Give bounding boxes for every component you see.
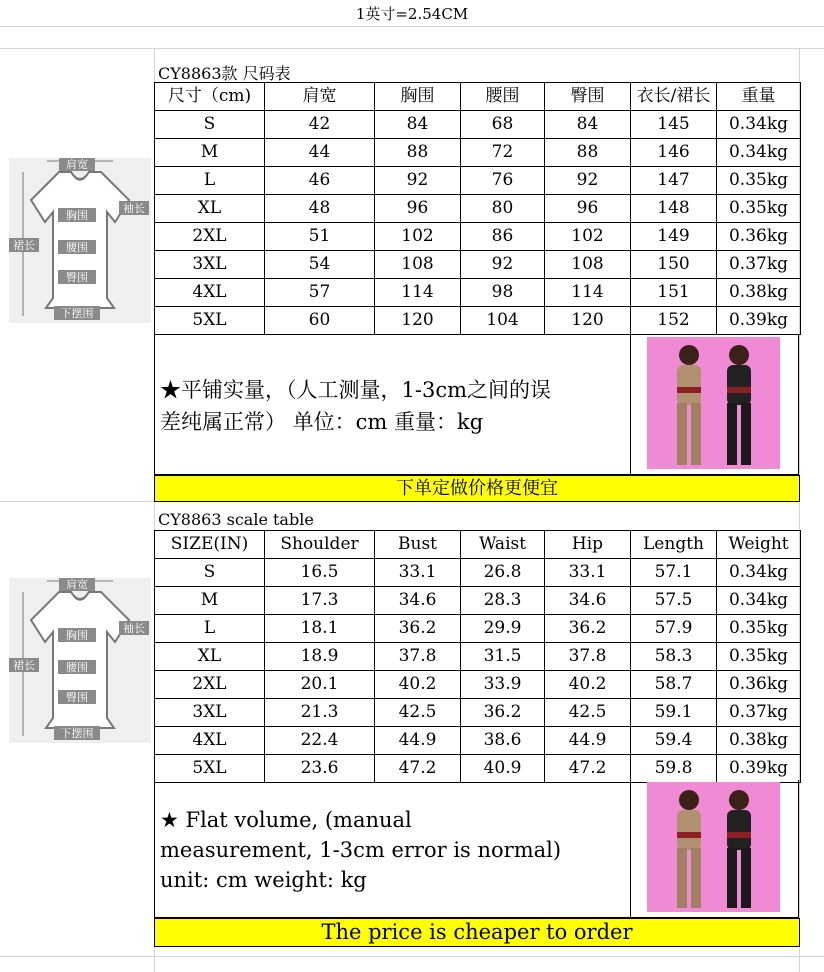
table-cell: 48: [265, 195, 375, 223]
en-note-box: [154, 780, 799, 918]
gridline: [0, 501, 154, 502]
table-header-cell: Hip: [545, 531, 631, 559]
table-cell: 37.8: [375, 643, 461, 671]
table-cell: 40.2: [375, 671, 461, 699]
cn-table-caption: CY8863款 尺码表: [158, 64, 291, 83]
table-row: [155, 699, 801, 727]
table-row: [155, 307, 801, 335]
table-cell: 44: [265, 139, 375, 167]
table-cell: 88: [545, 139, 631, 167]
table-cell: 40.9: [461, 755, 545, 783]
table-cell: 36.2: [375, 615, 461, 643]
table-cell: 33.9: [461, 671, 545, 699]
en-note-line2: measurement, 1-3cm error is normal): [160, 838, 562, 862]
table-cell: 0.35kg: [717, 195, 801, 223]
table-cell: 42.5: [375, 699, 461, 727]
label-hem: 下摆围: [60, 307, 94, 320]
table-cell: 145: [631, 111, 717, 139]
table-row: [155, 195, 801, 223]
table-header-cell: Waist: [461, 531, 545, 559]
table-cell: 148: [631, 195, 717, 223]
table-header-cell: Shoulder: [265, 531, 375, 559]
label-waist: 腰围: [66, 241, 88, 254]
table-cell: 108: [375, 251, 461, 279]
label-sleeve: 袖长: [123, 622, 145, 635]
table-row: [155, 671, 801, 699]
label-shoulder: 肩宽: [66, 578, 88, 591]
table-cell: 57.5: [631, 587, 717, 615]
models-image: [647, 337, 780, 469]
table-cell: S: [155, 111, 265, 139]
table-cell: 0.34kg: [717, 587, 801, 615]
table-cell: 16.5: [265, 559, 375, 587]
table-cell: 84: [375, 111, 461, 139]
table-cell: 28.3: [461, 587, 545, 615]
table-cell: 54: [265, 251, 375, 279]
models-image: [647, 782, 780, 912]
table-cell: 5XL: [155, 307, 265, 335]
table-cell: 17.3: [265, 587, 375, 615]
table-header-cell: Length: [631, 531, 717, 559]
table-cell: 146: [631, 139, 717, 167]
table-cell: 102: [375, 223, 461, 251]
table-cell: 23.6: [265, 755, 375, 783]
table-cell: 114: [545, 279, 631, 307]
table-header-row: [155, 531, 801, 559]
table-cell: 92: [545, 167, 631, 195]
table-cell: 0.38kg: [717, 279, 801, 307]
cn-note-line1: ★平铺实量，（人工测量，1-3cm之间的误: [160, 378, 551, 402]
garment-diagram: [9, 578, 151, 743]
table-header-cell: 胸围: [375, 83, 461, 111]
table-cell: 68: [461, 111, 545, 139]
table-cell: 20.1: [265, 671, 375, 699]
table-cell: 102: [545, 223, 631, 251]
table-cell: 57: [265, 279, 375, 307]
table-cell: 36.2: [461, 699, 545, 727]
table-cell: 96: [545, 195, 631, 223]
table-cell: 34.6: [375, 587, 461, 615]
table-cell: 47.2: [375, 755, 461, 783]
table-cell: 38.6: [461, 727, 545, 755]
table-cell: 4XL: [155, 279, 265, 307]
table-cell: 88: [375, 139, 461, 167]
table-row: [155, 167, 801, 195]
table-header-cell: Bust: [375, 531, 461, 559]
table-cell: 44.9: [545, 727, 631, 755]
table-cell: 150: [631, 251, 717, 279]
table-cell: 59.1: [631, 699, 717, 727]
table-cell: 0.36kg: [717, 223, 801, 251]
table-header-cell: 肩宽: [265, 83, 375, 111]
table-cell: 59.8: [631, 755, 717, 783]
en-note-line3: unit: cm weight: kg: [160, 868, 367, 892]
table-header-cell: 衣长/裙长: [631, 83, 717, 111]
table-cell: 2XL: [155, 223, 265, 251]
table-cell: 51: [265, 223, 375, 251]
en-photo-cell: [630, 780, 800, 917]
table-cell: 5XL: [155, 755, 265, 783]
label-length: 裙长: [13, 659, 35, 672]
table-cell: 42.5: [545, 699, 631, 727]
table-row: [155, 587, 801, 615]
label-sleeve: 袖长: [123, 202, 145, 215]
table-cell: 149: [631, 223, 717, 251]
table-cell: 151: [631, 279, 717, 307]
table-cell: 58.7: [631, 671, 717, 699]
table-cell: 96: [375, 195, 461, 223]
label-length: 裙长: [13, 239, 35, 252]
table-header-cell: SIZE(IN): [155, 531, 265, 559]
table-cell: 86: [461, 223, 545, 251]
table-cell: 29.9: [461, 615, 545, 643]
table-cell: 0.36kg: [717, 671, 801, 699]
table-cell: 0.34kg: [717, 139, 801, 167]
table-row: [155, 223, 801, 251]
table-cell: 92: [461, 251, 545, 279]
table-cell: 0.34kg: [717, 559, 801, 587]
table-cell: 57.9: [631, 615, 717, 643]
table-row: [155, 559, 801, 587]
table-cell: M: [155, 139, 265, 167]
table-cell: 36.2: [545, 615, 631, 643]
table-cell: 80: [461, 195, 545, 223]
table-row: [155, 279, 801, 307]
table-cell: 76: [461, 167, 545, 195]
table-cell: L: [155, 615, 265, 643]
table-cell: 42: [265, 111, 375, 139]
table-cell: 147: [631, 167, 717, 195]
table-header-cell: 臀围: [545, 83, 631, 111]
table-row: [155, 615, 801, 643]
table-cell: 72: [461, 139, 545, 167]
table-cell: 4XL: [155, 727, 265, 755]
cn-banner: 下单定做价格更便宜: [154, 475, 800, 502]
table-cell: 59.4: [631, 727, 717, 755]
table-cell: 37.8: [545, 643, 631, 671]
table-cell: 0.38kg: [717, 727, 801, 755]
table-cell: 33.1: [545, 559, 631, 587]
table-cell: 18.1: [265, 615, 375, 643]
table-cell: L: [155, 167, 265, 195]
table-header-row: [155, 83, 801, 111]
table-cell: XL: [155, 195, 265, 223]
table-cell: 31.5: [461, 643, 545, 671]
table-row: [155, 755, 801, 783]
table-cell: 84: [545, 111, 631, 139]
table-cell: 98: [461, 279, 545, 307]
label-bust: 胸围: [66, 629, 88, 642]
label-bust: 胸围: [66, 209, 88, 222]
en-size-table: [154, 530, 801, 783]
table-cell: 22.4: [265, 727, 375, 755]
product-photo: [647, 337, 780, 469]
table-cell: 92: [375, 167, 461, 195]
table-cell: 2XL: [155, 671, 265, 699]
table-cell: 58.3: [631, 643, 717, 671]
table-cell: XL: [155, 643, 265, 671]
cn-size-table: [154, 82, 801, 335]
table-cell: 18.9: [265, 643, 375, 671]
table-cell: 0.37kg: [717, 251, 801, 279]
label-hip: 臀围: [66, 271, 88, 284]
table-cell: 114: [375, 279, 461, 307]
table-cell: 0.35kg: [717, 167, 801, 195]
cn-photo-cell: [630, 335, 800, 474]
table-cell: 152: [631, 307, 717, 335]
table-cell: 34.6: [545, 587, 631, 615]
table-cell: 0.39kg: [717, 307, 801, 335]
table-cell: 104: [461, 307, 545, 335]
gridline: [0, 956, 824, 957]
en-note-line1: ★ Flat volume, (manual: [160, 808, 412, 832]
gridline: [0, 26, 824, 27]
table-header-cell: 尺寸（cm): [155, 83, 265, 111]
table-row: [155, 643, 801, 671]
table-cell: 120: [545, 307, 631, 335]
table-cell: 21.3: [265, 699, 375, 727]
table-cell: 33.1: [375, 559, 461, 587]
table-header-cell: 腰围: [461, 83, 545, 111]
table-cell: 0.34kg: [717, 111, 801, 139]
en-banner: The price is cheaper to order: [154, 918, 800, 947]
product-photo: [647, 782, 780, 912]
table-cell: 0.37kg: [717, 699, 801, 727]
table-cell: 57.1: [631, 559, 717, 587]
table-row: [155, 251, 801, 279]
table-cell: 3XL: [155, 251, 265, 279]
table-cell: 46: [265, 167, 375, 195]
table-cell: S: [155, 559, 265, 587]
label-hem: 下摆围: [60, 727, 94, 740]
table-row: [155, 727, 801, 755]
table-cell: 0.39kg: [717, 755, 801, 783]
table-cell: 0.35kg: [717, 643, 801, 671]
table-cell: 0.35kg: [717, 615, 801, 643]
table-cell: 3XL: [155, 699, 265, 727]
table-cell: 40.2: [545, 671, 631, 699]
table-cell: 44.9: [375, 727, 461, 755]
cn-note-box: [154, 335, 799, 475]
table-row: [155, 139, 801, 167]
table-cell: 60: [265, 307, 375, 335]
table-cell: 108: [545, 251, 631, 279]
label-hip: 臀围: [66, 691, 88, 704]
gridline: [0, 48, 824, 49]
table-cell: M: [155, 587, 265, 615]
label-waist: 腰围: [66, 661, 88, 674]
cn-note-line2: 差纯属正常） 单位：cm 重量：kg: [160, 410, 484, 434]
table-header-cell: 重量: [717, 83, 801, 111]
en-table-caption: CY8863 scale table: [158, 510, 314, 529]
table-cell: 120: [375, 307, 461, 335]
label-shoulder: 肩宽: [66, 158, 88, 171]
table-row: [155, 111, 801, 139]
table-cell: 47.2: [545, 755, 631, 783]
page-title: 1英寸=2.54CM: [355, 5, 469, 23]
garment-diagram: [9, 158, 151, 323]
table-cell: 26.8: [461, 559, 545, 587]
table-header-cell: Weight: [717, 531, 801, 559]
